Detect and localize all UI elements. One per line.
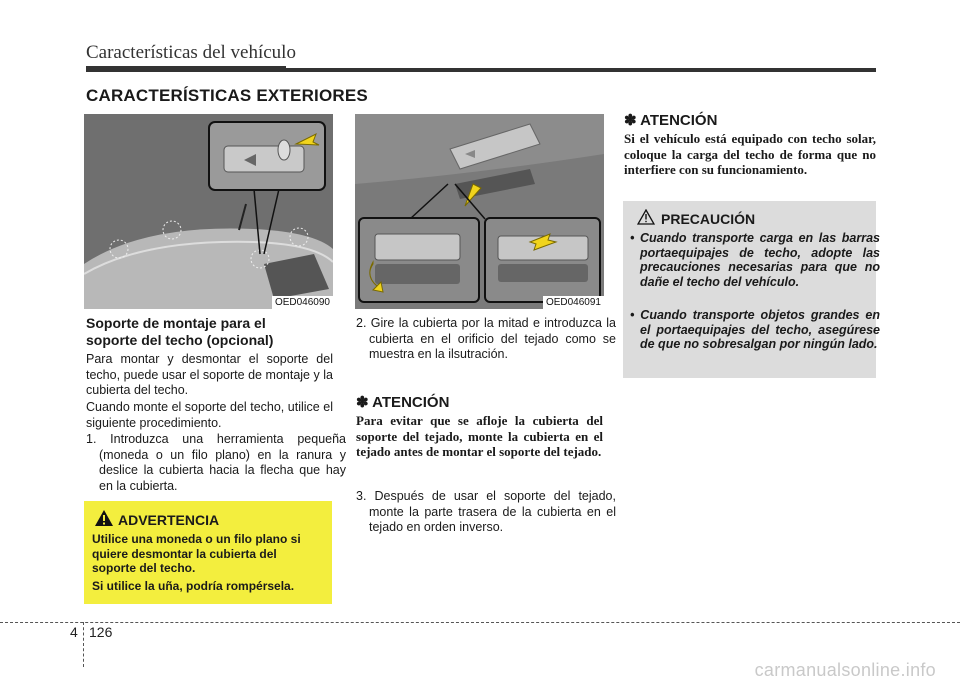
attention-heading: ✽ ATENCIÓN (356, 394, 450, 411)
cover-insert-illustration (355, 114, 604, 309)
warning-title: ADVERTENCIA (118, 512, 220, 528)
warning-triangle-icon (94, 509, 114, 527)
precaution-box (623, 201, 880, 378)
precaution-title: PRECAUCIÓN (661, 211, 756, 227)
warning-text-2: Si utilice la uña, podría rompérsela. (92, 579, 295, 593)
figure-code-label: OED046090 (272, 296, 333, 309)
step-2: 2. Gire la cubierta por la mitad e introduzca la cubierta en el orificio del tejado como se muestra en la ilsutración. (356, 316, 616, 361)
attention-text: Para evitar que se afloje la cubierta del soporte del tejado, monte la cubierta en el tejado antes de montar el soporte del tejado. (356, 413, 603, 459)
step-1: 1. Introduzca una herramienta pequeña (moneda o un filo plano) en la ranura y deslice la cubierta hacia la flecha que hay en la cubierta. (86, 432, 346, 493)
precaution-item-1: • Cuando transporte carga en las barras portaequipajes de techo, adopte las precauciones necesarias para que no dañe el techo del vehículo. (630, 231, 880, 289)
figure-roof-mount (84, 114, 333, 309)
precaution-item-2: • Cuando transporte objetos grandes en el portaequipajes del techo, asegúrese de que no sobresalgan por ningún lado. (630, 308, 880, 351)
footer-rule (0, 622, 960, 623)
car-roof-illustration (84, 114, 333, 309)
chapter-number: 4 (70, 624, 78, 640)
footer-divider (83, 622, 84, 667)
warning-box (84, 501, 332, 604)
section-title: CARACTERÍSTICAS EXTERIORES (86, 86, 368, 105)
attention-heading-2: ✽ ATENCIÓN (624, 112, 718, 129)
paragraph-procedure: Cuando monte el soporte del techo, utilice el siguiente procedimiento. (86, 400, 333, 430)
step-3: 3. Después de usar el soporte del tejado, monte la parte trasera de la cubierta en el tejado en orden inverso. (356, 489, 616, 534)
subsection-heading: Soporte de montaje para el soporte del techo (opcional) (86, 315, 274, 348)
paragraph-intro: Para montar y desmontar el soporte del techo, puede usar el soporte de montaje y la cubierta del techo. (86, 352, 333, 397)
figure-cover-insert (355, 114, 604, 309)
running-header: Características del vehículo (86, 42, 296, 63)
page-number: 126 (89, 624, 113, 640)
header-rule-accent (86, 66, 286, 72)
attention-text-2: Si el vehículo está equipado con techo solar, coloque la carga del techo de forma que no interfiere con su funcionamiento. (624, 131, 876, 177)
watermark: carmanualsonline.info (754, 660, 936, 680)
caution-triangle-icon (637, 209, 655, 225)
figure-code-label: OED046091 (543, 296, 604, 309)
warning-text-1: Utilice una moneda o un filo plano si quiere desmontar la cubierta del soporte del techo. (92, 532, 301, 575)
